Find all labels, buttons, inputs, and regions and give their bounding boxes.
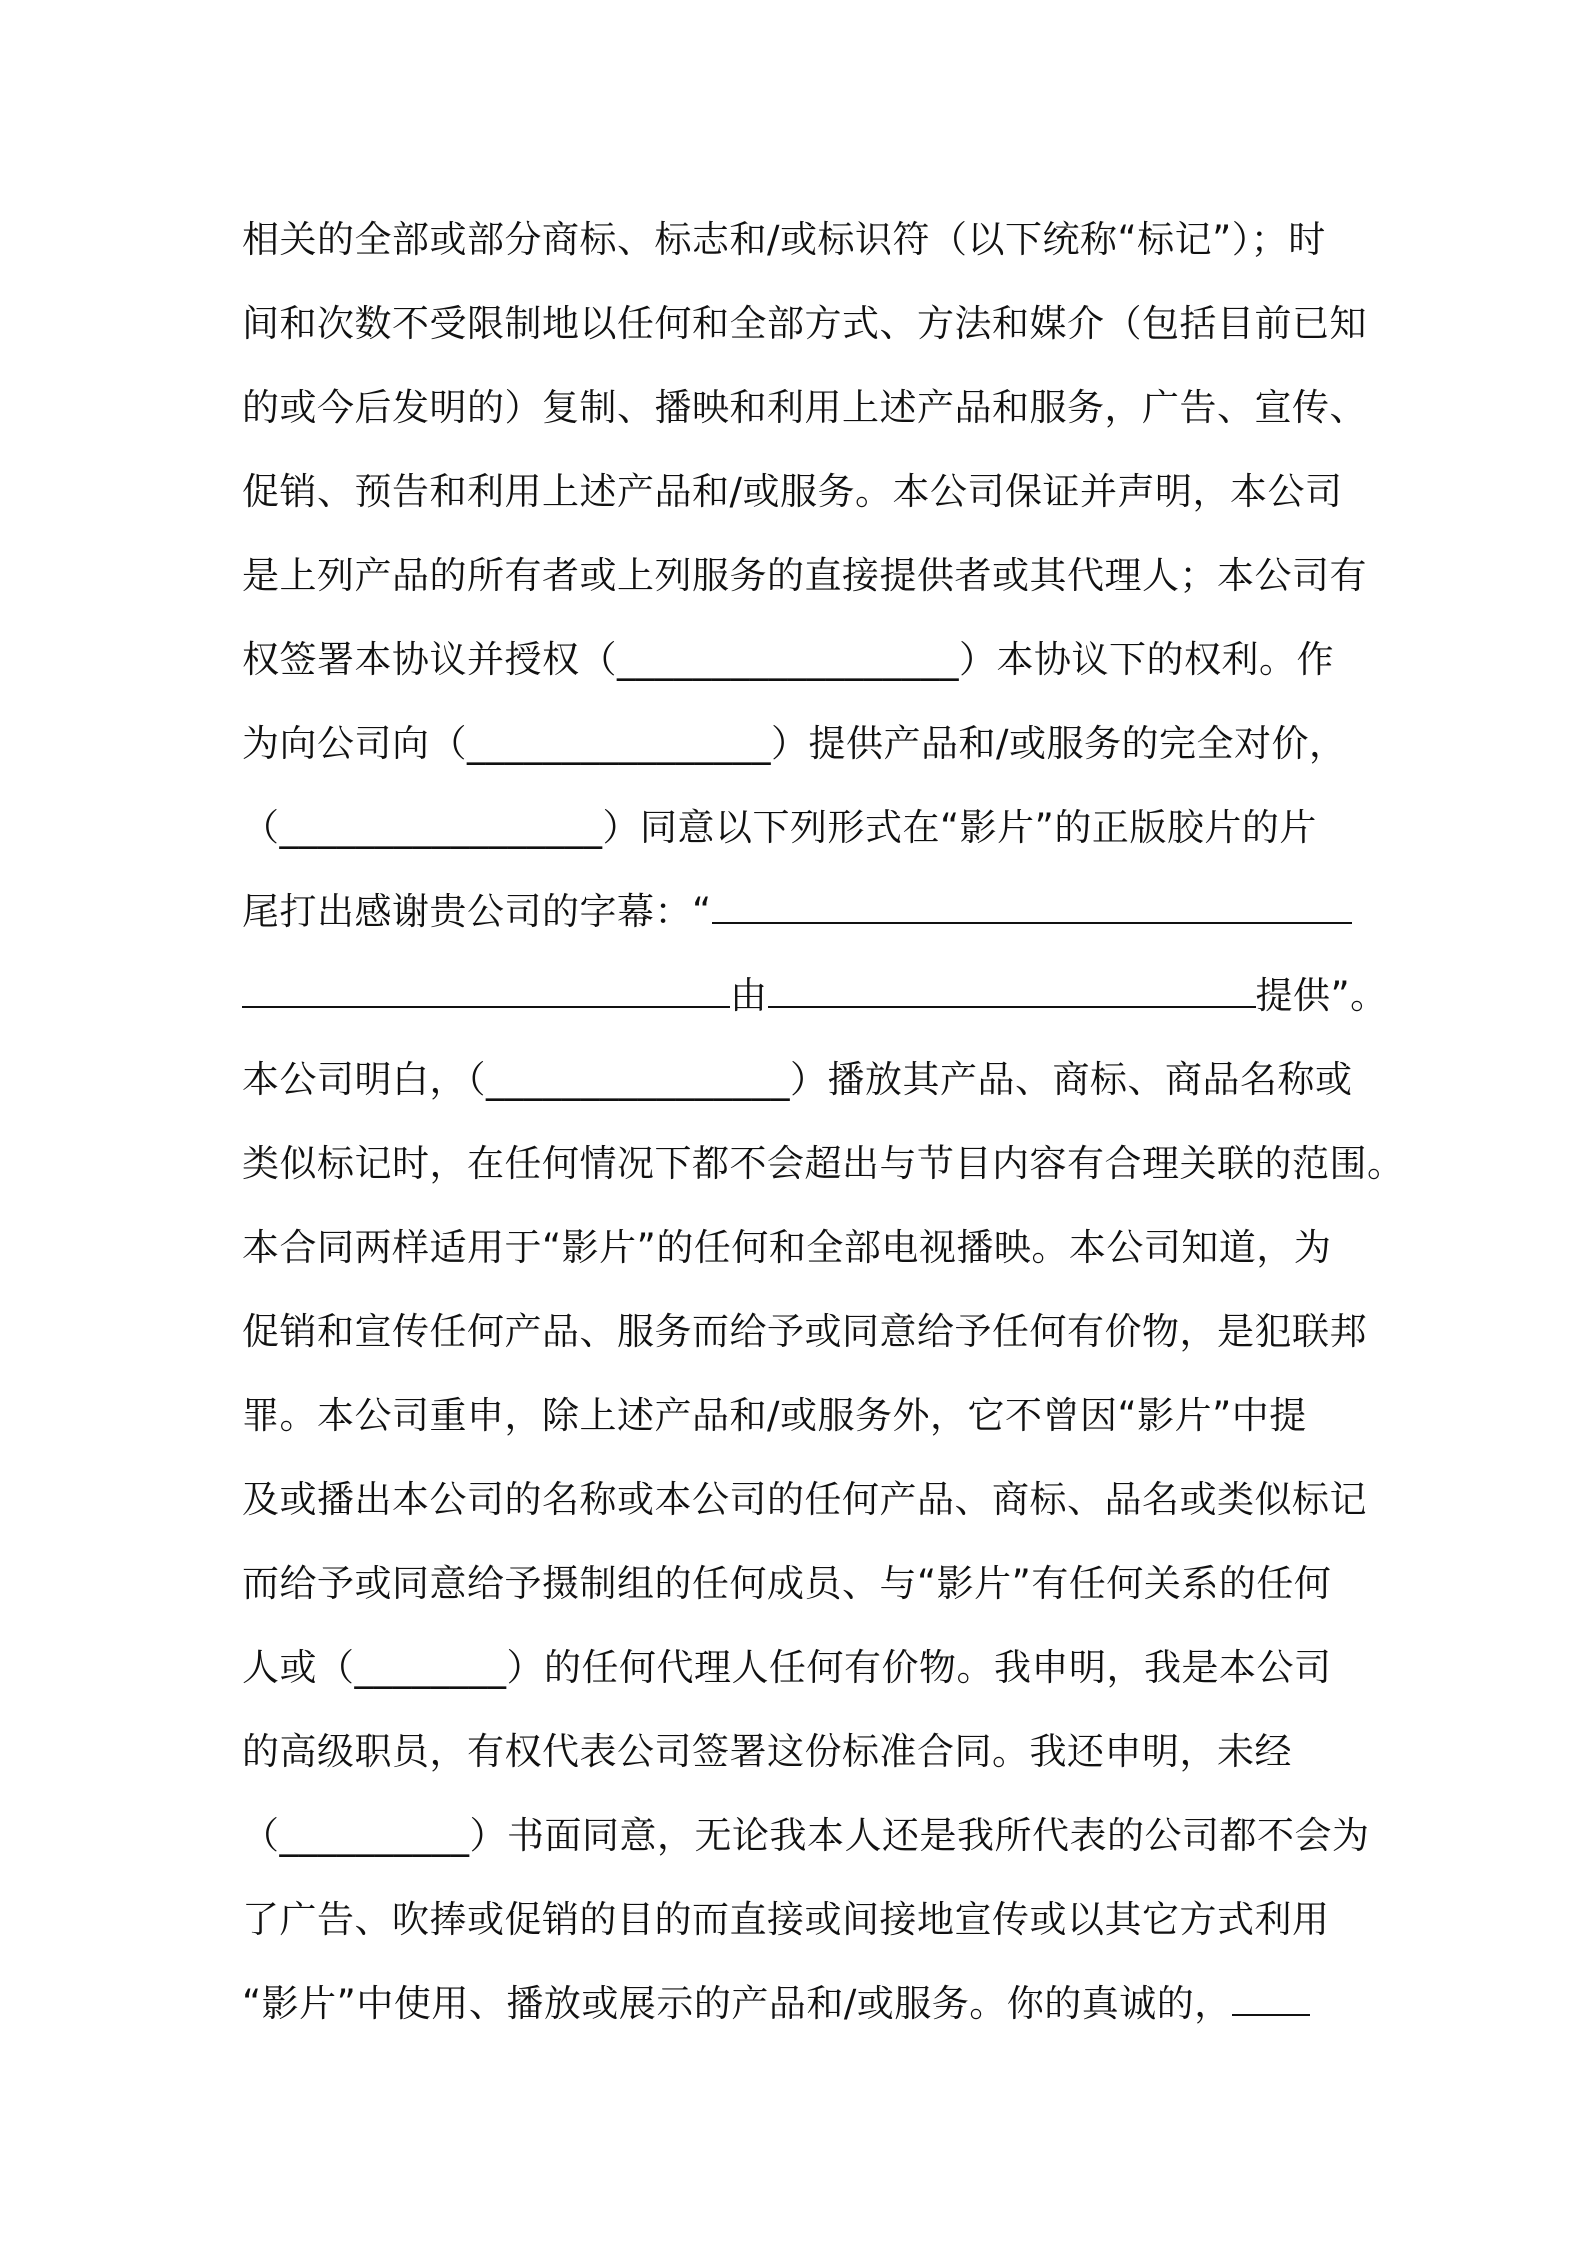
text-line-14: 促销和宣传任何产品、服务而给予或同意给予任何有价物，是犯联邦 [242, 1310, 1367, 1353]
credit-caption-line [242, 870, 1362, 954]
text-line-18: 人或（________）的任何代理人任何有价物。我申明，我是本公司 [242, 1646, 1332, 1689]
text-line-13: 本合同两样适用于“影片”的任何和全部电视播映。本公司知道，为 [242, 1226, 1332, 1269]
text-line-17: 而给予或同意给予摄制组的任何成员、与“影片”有任何关系的任何 [242, 1562, 1332, 1605]
closing-text: “影片”中使用、播放或展示的产品和/或服务。你的真诚的， [242, 1982, 1232, 2025]
text-line-6: 权签署本协议并授权（__________________）本协议下的权利。作 [242, 638, 1334, 681]
text-line-8: （_________________）同意以下列形式在“影片”的正版胶片的片 [242, 806, 1317, 849]
text-line-1: 相关的全部或部分商标、标志和/或标识符（以下统称“标记”）；时 [242, 218, 1326, 261]
text-line-2: 间和次数不受限制地以任何和全部方式、方法和媒介（包括目前已知 [242, 302, 1367, 345]
credit-by-text: 由 [730, 974, 768, 1017]
text-line-7: 为向公司向（________________）提供产品和/或服务的完全对价， [242, 722, 1347, 765]
text-line-5: 是上列产品的所有者或上列服务的直接提供者或其代理人；本公司有 [242, 554, 1367, 597]
text-line-16: 及或播出本公司的名称或本公司的任何产品、商标、品名或类似标记 [242, 1478, 1367, 1521]
text-line-11: 本公司明白，（________________）播放其产品、商标、商品名称或 [242, 1058, 1353, 1101]
credit-text-blank [712, 882, 1352, 924]
text-line-20: （__________）书面同意，无论我本人还是我所代表的公司都不会为 [242, 1814, 1370, 1857]
contract-body [242, 198, 1405, 2046]
text-line-3: 的或今后发明的）复制、播映和利用上述产品和服务，广告、宣传、 [242, 386, 1367, 429]
credit-end-text: 提供”。 [1255, 974, 1388, 1017]
text-line-4: 促销、预告和利用上述产品和/或服务。本公司保证并声明，本公司 [242, 470, 1343, 513]
credited-party-blank [242, 966, 730, 1008]
credit-caption-text: 尾打出感谢贵公司的字幕：“ [242, 890, 712, 933]
signature-blank [1232, 1974, 1310, 2016]
credit-provider-line [242, 954, 1388, 1038]
text-line-15: 罪。本公司重申，除上述产品和/或服务外，它不曾因“影片”中提 [242, 1394, 1307, 1437]
closing-line [242, 1962, 1362, 2046]
text-line-19: 的高级职员，有权代表公司签署这份标准合同。我还申明，未经 [242, 1730, 1292, 1773]
text-line-21: 了广告、吹捧或促销的目的而直接或间接地宣传或以其它方式利用 [242, 1898, 1330, 1941]
text-line-12: 类似标记时，在任何情况下都不会超出与节目内容有合理关联的范围。 [242, 1142, 1405, 1185]
provider-blank [768, 966, 1256, 1008]
